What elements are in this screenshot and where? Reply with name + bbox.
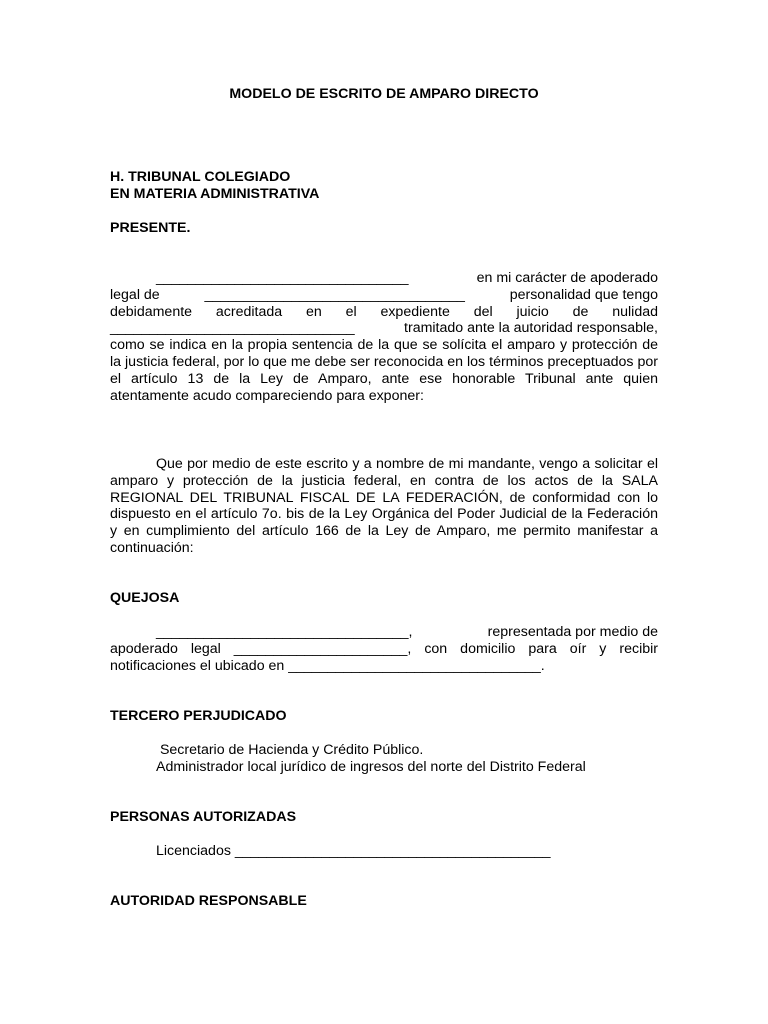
- autorizadas-line: Licenciados ________________________________________: [156, 843, 551, 859]
- quejosa-line-3: notificaciones el ubicado en ________________________________.: [110, 657, 545, 674]
- intro-line-2-a: legal de: [110, 286, 160, 303]
- intro-line-2: [110, 287, 658, 304]
- addressee-line-2: EN MATERIA ADMINISTRATIVA: [110, 186, 320, 202]
- intro-line-1: [110, 270, 658, 287]
- intro-line-1-text: en mi carácter de apoderado: [476, 270, 658, 286]
- intro-rest: como se indica en la propia sentencia de la que se solícita el amparo y protección de la justicia federal, por lo que me debe ser reconocida en los términos preceptuados por el artículo 13 de la Ley de Amparo, ante ese honorable Tribunal ante quien atentamente acudo compareciendo para exponer:: [110, 337, 658, 404]
- case-number-blank: _______________________________: [110, 320, 355, 337]
- quejosa-heading: QUEJOSA: [110, 590, 180, 606]
- addressee-line-1: H. TRIBUNAL COLEGIADO: [110, 169, 291, 185]
- intro-paragraph: [110, 270, 658, 404]
- quejosa-line-1: [110, 624, 658, 641]
- autoridad-heading: AUTORIDAD RESPONSABLE: [110, 893, 307, 909]
- intro-line-3: debidamente acreditada en el expediente del juicio de nulidad: [110, 303, 658, 320]
- quejosa-name-blank: ________________________________,: [156, 624, 413, 640]
- intro-line-2-b: personalidad que tengo: [509, 286, 658, 303]
- intro-line-4: [110, 320, 658, 337]
- tercero-heading: TERCERO PERJUDICADO: [110, 708, 287, 724]
- quejosa-paragraph: [110, 624, 658, 674]
- intro-line-4-text: tramitado ante la autoridad responsable,: [404, 320, 658, 337]
- document-title: MODELO DE ESCRITO DE AMPARO DIRECTO: [229, 86, 539, 102]
- autorizadas-heading: PERSONAS AUTORIZADAS: [110, 809, 297, 825]
- quejosa-line-2: apoderado legal ______________________, con domicilio para oír y recibir: [110, 640, 658, 657]
- principal-name-blank: _________________________________: [204, 286, 465, 303]
- agent-name-blank: ________________________________: [156, 270, 409, 286]
- petition-paragraph: Que por medio de este escrito y a nombre de mi mandante, vengo a solicitar el amparo y protección de la justicia federal, en contra de los actos de la SALA REGIONAL DEL TRIBUNAL FISCAL DE LA FEDERACIÓN, de conformidad con lo dispuesto en el artículo 7o. bis de la Ley Orgánica del Poder Judicial de la Federación y en cumplimiento del artículo 166 de la Ley de Amparo, me permito manifestar a continuación:: [110, 456, 658, 556]
- quejosa-line-1-text: representada por medio de: [487, 624, 658, 640]
- tercero-line-2: Administrador local jurídico de ingresos del norte del Distrito Federal: [156, 759, 586, 775]
- presente-label: PRESENTE.: [110, 220, 191, 236]
- tercero-line-1: Secretario de Hacienda y Crédito Público.: [156, 742, 424, 758]
